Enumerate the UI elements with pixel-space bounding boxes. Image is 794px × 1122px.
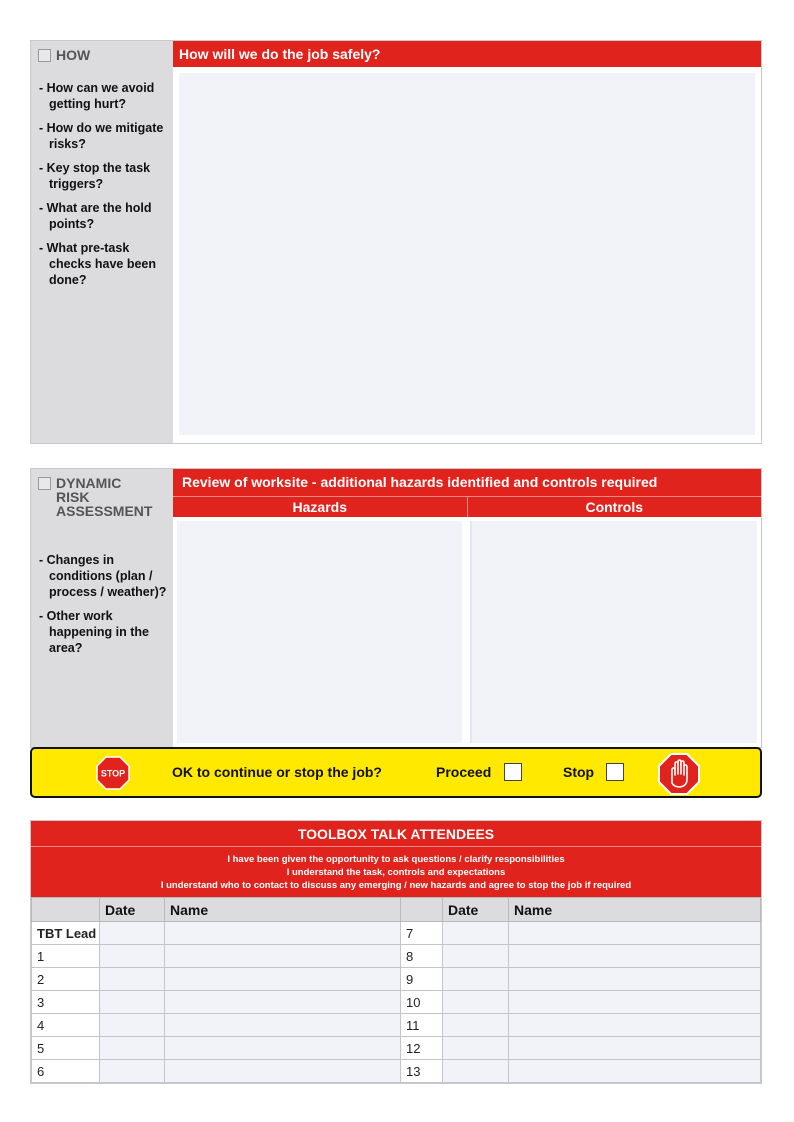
name-cell[interactable] [509, 1037, 761, 1060]
hazards-entry-area[interactable] [177, 521, 462, 743]
name-cell[interactable] [165, 968, 401, 991]
dynamic-risk-label-line3: ASSESSMENT [56, 503, 153, 519]
date-header: Date [100, 898, 165, 922]
name-cell[interactable] [509, 968, 761, 991]
name-cell[interactable] [165, 1014, 401, 1037]
controls-entry-area[interactable] [470, 521, 757, 743]
how-sidebar [31, 41, 173, 443]
name-header: Name [165, 898, 401, 922]
name-cell[interactable] [165, 922, 401, 945]
how-section [30, 40, 762, 444]
date-cell[interactable] [100, 1037, 165, 1060]
table-row [32, 991, 761, 1014]
toolbox-title: TOOLBOX TALK ATTENDEES [31, 821, 761, 847]
date-cell[interactable] [100, 1014, 165, 1037]
name-cell[interactable] [165, 991, 401, 1014]
toolbox-talk-section [30, 820, 762, 1084]
dynamic-risk-question: - Other work happening in the area? [39, 609, 149, 655]
attendees-table [31, 897, 761, 1083]
row-label: 12 [401, 1037, 443, 1060]
date-cell[interactable] [443, 1037, 509, 1060]
name-cell[interactable] [509, 945, 761, 968]
row-label: 9 [401, 968, 443, 991]
date-cell[interactable] [443, 991, 509, 1014]
how-section-label: HOW [56, 47, 91, 63]
how-header: How will we do the job safely? [173, 41, 761, 67]
how-title [31, 41, 173, 62]
row-label: 6 [32, 1060, 100, 1083]
dynamic-risk-header: Review of worksite - additional hazards identified and controls required [173, 469, 761, 496]
row-label: TBT Lead [32, 922, 100, 945]
table-row [32, 1037, 761, 1060]
date-cell[interactable] [100, 945, 165, 968]
name-cell[interactable] [165, 945, 401, 968]
date-cell[interactable] [100, 1060, 165, 1083]
dynamic-risk-section [30, 468, 762, 748]
row-label: 3 [32, 991, 100, 1014]
dynamic-risk-question: - Changes in conditions (plan / process / weather)? [39, 553, 167, 599]
row-label: 13 [401, 1060, 443, 1083]
stop-decision-bar [30, 747, 762, 798]
date-cell[interactable] [100, 968, 165, 991]
table-row [32, 945, 761, 968]
name-header: Name [509, 898, 761, 922]
row-label: 2 [32, 968, 100, 991]
dynamic-risk-checkbox[interactable] [38, 477, 51, 490]
declaration-line: I have been given the opportunity to ask questions / clarify responsibilities [227, 854, 565, 865]
how-question: - What are the hold points? [39, 201, 152, 231]
row-label: 4 [32, 1014, 100, 1037]
row-label: 8 [401, 945, 443, 968]
row-label: 7 [401, 922, 443, 945]
how-question-list [31, 80, 173, 288]
dynamic-risk-label-line1: DYNAMIC [56, 475, 122, 491]
name-cell[interactable] [509, 1060, 761, 1083]
hazards-column-header: Hazards [292, 499, 347, 515]
date-cell[interactable] [443, 945, 509, 968]
row-label-header [401, 898, 443, 922]
dynamic-risk-question-list [31, 552, 173, 656]
how-question: - Key stop the task triggers? [39, 161, 151, 191]
how-checkbox[interactable] [38, 49, 51, 62]
declaration-line: I understand the task, controls and expectations [286, 867, 506, 878]
toolbox-declaration [31, 847, 761, 897]
dynamic-risk-main [173, 469, 761, 747]
date-cell[interactable] [443, 968, 509, 991]
table-row [32, 968, 761, 991]
stop-checkbox[interactable] [606, 763, 624, 781]
dynamic-risk-label [56, 476, 152, 518]
table-row [32, 1014, 761, 1037]
row-label: 11 [401, 1014, 443, 1037]
dynamic-risk-column-headers [173, 496, 761, 517]
date-cell[interactable] [100, 991, 165, 1014]
date-cell[interactable] [443, 1014, 509, 1037]
stop-sign-icon [96, 756, 130, 790]
row-label: 1 [32, 945, 100, 968]
name-cell[interactable] [509, 991, 761, 1014]
dynamic-risk-sidebar [31, 469, 173, 747]
name-cell[interactable] [509, 922, 761, 945]
controls-column-header: Controls [467, 497, 762, 517]
name-cell[interactable] [165, 1060, 401, 1083]
proceed-label: Proceed [436, 764, 492, 780]
how-question: - What pre-task checks have been done? [39, 241, 157, 287]
declaration-line: I understand who to contact to discuss any emerging / new hazards and agree to stop the job if required [160, 880, 632, 891]
row-label-header [32, 898, 100, 922]
stop-label: Stop [563, 764, 595, 780]
row-label: 5 [32, 1037, 100, 1060]
stop-question: OK to continue or stop the job? [172, 764, 382, 780]
stop-sign-text: STOP [100, 768, 126, 779]
name-cell[interactable] [509, 1014, 761, 1037]
proceed-checkbox[interactable] [504, 763, 522, 781]
how-main [173, 41, 761, 443]
how-question: - How do we mitigate risks? [39, 121, 164, 151]
row-label: 10 [401, 991, 443, 1014]
dynamic-risk-columns [173, 517, 761, 747]
date-cell[interactable] [443, 922, 509, 945]
how-answer-area[interactable] [179, 73, 755, 435]
date-cell[interactable] [100, 922, 165, 945]
table-row [32, 1060, 761, 1083]
date-header: Date [443, 898, 509, 922]
table-row [32, 922, 761, 945]
dynamic-risk-label-line2: RISK [56, 489, 90, 505]
attendees-header-row [32, 898, 761, 922]
how-question: - How can we avoid getting hurt? [39, 81, 155, 111]
date-cell[interactable] [443, 1060, 509, 1083]
name-cell[interactable] [165, 1037, 401, 1060]
stop-hand-icon [658, 753, 700, 795]
dynamic-risk-title [31, 469, 173, 518]
